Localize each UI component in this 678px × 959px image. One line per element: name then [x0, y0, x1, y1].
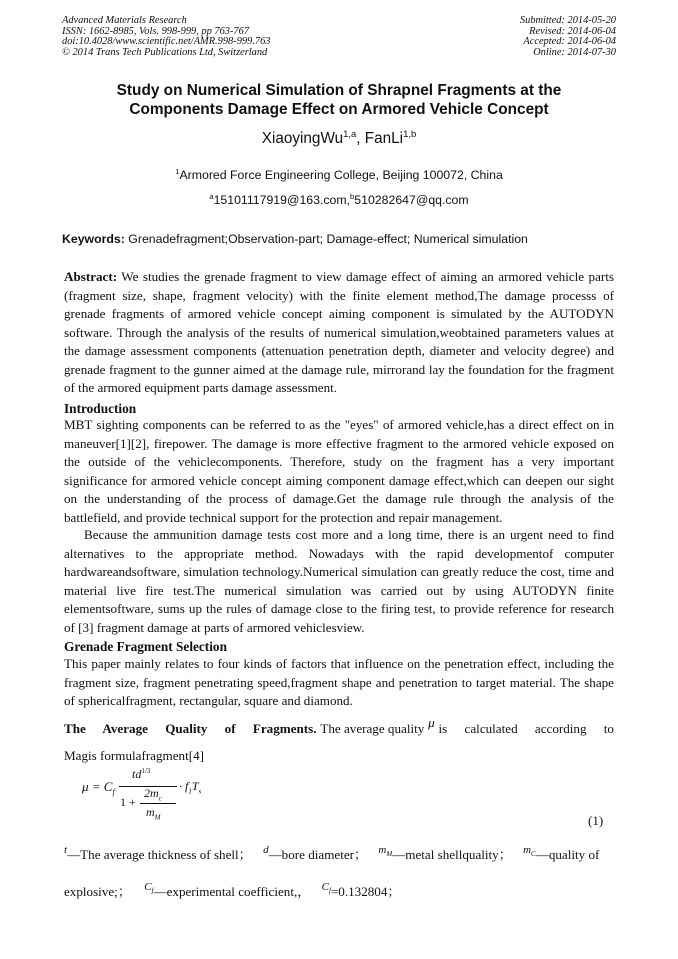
copyright-line: © 2014 Trans Tech Publications Ltd, Switzerland — [62, 46, 268, 58]
formula-numerator — [132, 767, 150, 782]
formula-lhs-text: μ = C — [82, 779, 113, 794]
keywords-text: Grenadefragment;Observation-part; Damage-effect; Numerical simulation — [124, 232, 528, 246]
formula-tail-f: · f — [179, 779, 189, 793]
mC-symbol — [523, 844, 536, 859]
formula-tail-f-sub: 1 — [188, 787, 192, 796]
formula-inner-bar — [140, 803, 176, 804]
abstract-text: We studies the grenade fragment to view damage effect of aiming an armored vehicle parts (fragment size, shape, fragment velocity) with the finite element method,The damage processs of grenade fragments of armored vehicle concept aiming component is simulated by the AUTODYN software. Through the analysis of the results of numerical simulation,weobtained parameters values at the damage assessment components (attenuation penetration depth, diameter and velocity degree) and grenade fragment to the gunner aimed at the damage rule, mirrorand lay the foundation for the fragment of the armored equipment parts damage assessment. — [64, 269, 614, 395]
online-date: Online: 2014-07-30 — [533, 46, 616, 58]
cf-letter: C — [144, 881, 152, 893]
introduction-paragraph-2: Because the ammunition damage tests cost more and a long time, there is an urgent need to find alternatives to the appropriate method. Nowadays with the rapid developmentof computer hardwareandsoftware, simulation technology.Numerical simulation can greatly reduce the cost, time and material live fire test.The numerical simulation was carried out by using AUTODYN finite elementsoftware, sums up the rules of damage close to the firing test, to provide reference for research of [3] fragment damage at parts of armored vehiclesview. — [64, 527, 614, 635]
email-a-marker: a — [209, 191, 214, 201]
title-line-1: Study on Numerical Simulation of Shrapnel Fragments at the — [116, 82, 562, 99]
email-a[interactable]: 15101117919@163.com, — [213, 193, 351, 207]
revised-date: Revised: 2014-06-04 — [529, 25, 616, 37]
variable-definitions-line-2 — [64, 883, 624, 906]
formula-den-one: 1 + — [120, 795, 136, 809]
introduction-heading: Introduction — [64, 401, 137, 416]
d-definition: —bore diameter； — [268, 847, 368, 862]
affiliation-marker: 1 — [175, 166, 180, 176]
issn-line: ISSN: 1662-8985, Vols. 998-999, pp 763-767 — [62, 25, 250, 37]
mM-symbol — [378, 844, 393, 859]
affiliation — [62, 168, 616, 182]
cf-value-symbol — [321, 881, 331, 896]
formula-lhs-sub: f — [112, 787, 115, 797]
cf-sub: f — [151, 887, 154, 896]
t-definition: —The average thickness of shell； — [67, 847, 252, 862]
cf2-sub: f — [328, 887, 331, 896]
abstract-label: Abstract: — [64, 269, 118, 284]
email-b-marker: b — [350, 191, 355, 201]
formula-lhs — [82, 779, 115, 797]
average-quality-text-1: The average quality — [320, 721, 425, 736]
cf2-letter: C — [321, 881, 329, 893]
author-list — [62, 130, 616, 148]
mM-letter: m — [378, 844, 387, 856]
explosive-text: explosive;； — [64, 884, 131, 899]
keywords — [62, 232, 616, 246]
mC-letter: m — [523, 844, 532, 856]
formula-tail-t: T — [191, 779, 199, 793]
magis-formula — [82, 762, 222, 822]
average-quality-heading: The Average Quality of Fragments. — [64, 721, 317, 736]
average-quality-line — [64, 715, 614, 738]
formula-num-exp: 1/3 — [141, 767, 151, 775]
publication-dates — [520, 16, 616, 58]
paper-title — [62, 82, 616, 119]
cf-definition: —experimental coefficient,， — [153, 884, 311, 899]
mM-definition: —metal shellquality； — [392, 847, 512, 862]
email-b[interactable]: 510282647@qq.com — [354, 193, 469, 207]
variable-definitions-line-1 — [64, 846, 624, 869]
formula-den-den — [146, 805, 161, 821]
magis-formula-text: Magis formulafragment[4] — [64, 748, 204, 763]
mM-sub: M — [386, 850, 393, 859]
mC-sub: C — [531, 850, 536, 859]
grenade-paragraph: This paper mainly relates to four kinds of factors that influence on the penetration effect, including the fragment size, fragment penetrating speed,fragment shape and penetration to target material. The shape of sphericalfragment, rectangular, square and diamond. — [64, 656, 614, 708]
formula-num-t: td — [132, 767, 142, 781]
equation-number: (1) — [588, 813, 604, 828]
abstract — [64, 268, 614, 398]
email-line — [62, 193, 616, 207]
author-2-affil: 1,b — [403, 128, 417, 140]
formula-den-num-text: 2m — [144, 786, 159, 800]
journal-name: Advanced Materials Research — [62, 15, 187, 26]
author-separator: , — [356, 130, 365, 147]
d-symbol: d — [263, 844, 269, 856]
cf-symbol — [144, 881, 154, 896]
affiliation-text: Armored Force Engineering College, Beijing 100072, China — [179, 168, 503, 182]
formula-tail — [179, 779, 201, 795]
author-1-affil: 1,a — [343, 128, 357, 140]
author-2: FanLi — [364, 130, 404, 147]
author-1: XiaoyingWu — [261, 130, 344, 147]
keywords-label: Keywords: — [62, 232, 125, 246]
grenade-heading: Grenade Fragment Selection — [64, 639, 227, 654]
formula-den-num-sub: c — [158, 794, 162, 803]
formula-den-den-sub: M — [154, 813, 161, 822]
t-symbol: t — [64, 844, 68, 856]
title-line-2: Components Damage Effect on Armored Vehicle Concept — [129, 100, 549, 118]
average-quality-text-2: is calculated according to — [438, 721, 614, 736]
mu-symbol: μ — [428, 715, 435, 730]
mC-definition: —quality of — [535, 847, 600, 862]
average-quality-paragraph — [64, 715, 614, 765]
formula-den-num — [144, 786, 162, 802]
journal-info — [62, 16, 270, 58]
accepted-date: Accepted: 2014-06-04 — [523, 36, 616, 47]
formula-tail-t-sub: s — [198, 787, 202, 796]
doi-link[interactable]: doi:10.4028/www.scientific.net/AMR.998-999.763 — [62, 36, 271, 47]
introduction-paragraph-1: MBT sighting components can be referred to as the "eyes" of armored vehicle,has a direct effect on in maneuver[1][2], firepower. The damage is more effective fragment to the armored vehicle exposed on the outside of the vehiclecomponents. Therefore, study on the fragment has a very important significance for armored vehicle concept aiming component damage effect,which can deepen our sight on the understanding of the process of damage.Get the damage rule through the analysis of the battlefield, and provide technical support for the protection and repair management. — [64, 417, 614, 525]
submitted-date: Submitted: 2014-05-20 — [519, 15, 616, 26]
cf-value: =0.132804； — [330, 884, 401, 899]
formula-den-den-text: m — [146, 805, 155, 819]
